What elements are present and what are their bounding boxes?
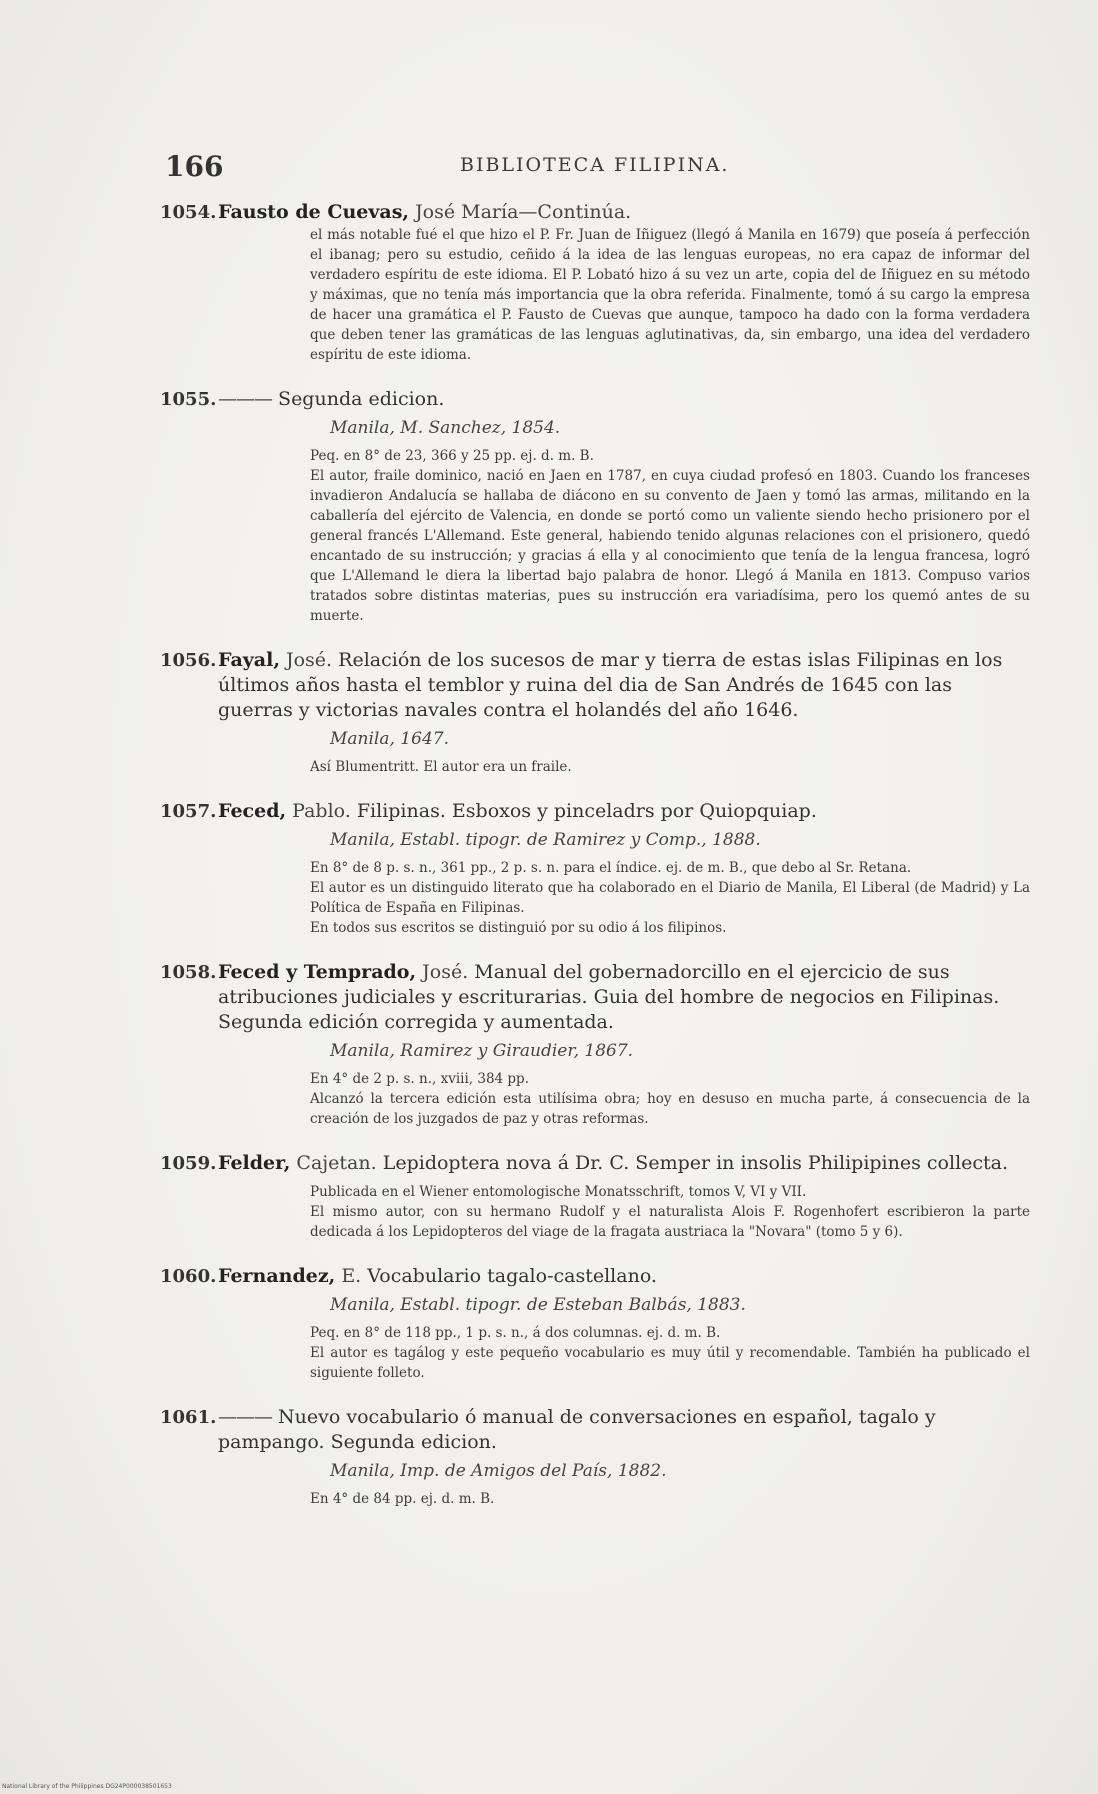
entry-note: En todos sus escritos se distinguió por su odio á los filipinos.: [310, 920, 727, 936]
entry-title: Segunda edicion.: [278, 388, 445, 410]
entry-1060: [160, 1264, 1030, 1383]
running-title: BIBLIOTECA FILIPINA.: [460, 154, 730, 176]
entry-imprint: Manila, M. Sanchez, 1854.: [330, 418, 561, 438]
entry-note: el más notable fué el que hizo el P. Fr. Juan de Iñiguez (llegó á Manila en 1679) que poseía á perfección el ibanag; pero su estudio, ceñido á la idea de las lenguas europeas, no era capaz de informar del verdadero espíritu de este idioma. El P. Lobató hizo á su vez un arte, copia del de Iñiguez en su método y máximas, que no tenía más importancia que la obra referida. Finalmente, tomó á su cargo la empresa de hacer una gramática el P. Fausto de Cuevas que aunque, tampoco ha dado con la forma verdadera que deben tener las gramáticas de las lenguas aglutinativas, da, sin embargo, una idea del verdadero espíritu de este idioma.: [310, 227, 1030, 363]
entry-number: 1055.: [160, 389, 217, 410]
page-number: 166: [165, 150, 224, 183]
entry-imprint: Manila, Establ. tipogr. de Esteban Balbás, 1883.: [330, 1295, 746, 1315]
entry-ditto-dash: ———: [218, 1406, 272, 1428]
entry-ditto-dash: ———: [218, 388, 272, 410]
entries-list: [160, 200, 1030, 1531]
entry-note: El autor es tagálog y este pequeño vocabulario es muy útil y recomendable. También ha publicado el siguiente folleto.: [310, 1345, 1030, 1381]
entry-author: Feced,: [218, 800, 287, 822]
entry-author-given: Pablo.: [292, 800, 351, 822]
entry-author: Fayal,: [218, 649, 280, 671]
entry-title: Lepidoptera nova á Dr. C. Semper in insolis Philipipines collecta.: [382, 1152, 1009, 1174]
entry-author-given: José.: [422, 961, 469, 983]
entry-number: 1054.: [160, 202, 217, 223]
entry-note: Peq. en 8° de 118 pp., 1 p. s. n., á dos columnas. ej. d. m. B.: [310, 1325, 721, 1341]
entry-author: Fernandez,: [218, 1265, 336, 1287]
entry-imprint: Manila, Imp. de Amigos del País, 1882.: [330, 1461, 667, 1481]
entry-note: En 8° de 8 p. s. n., 361 pp., 2 p. s. n. para el índice. ej. de m. B., que debo al Sr. Retana.: [310, 860, 912, 876]
entry-note: El autor, fraile dominico, nació en Jaen en 1787, en cuya ciudad profesó en 1803. Cuando los franceses invadieron Andalucía se hallaba de diácono en su convento de Jaen y tomó las armas, militando en la caballería del ejército de Valencia, en donde se portó como un valiente siendo hecho prisionero por el general francés L'Allemand. Este general, habiendo tenido algunas relaciones con el prisionero, quedó encantado de su instrucción; y gracias á ella y al conocimiento que tenía de la lengua francesa, logró que L'Allemand le diera la libertad bajo palabra de honor. Llegó á Manila en 1813. Compuso varios tratados sobre distintas materias, pues su instrucción era variadísima, pero los quemó antes de su muerte.: [310, 468, 1030, 624]
entry-number: 1056.: [160, 650, 217, 671]
entry-1061: [160, 1405, 1030, 1509]
entry-author: Felder,: [218, 1152, 291, 1174]
entry-note: El autor es un distinguido literato que ha colaborado en el Diario de Manila, El Liberal (de Madrid) y La Política de España en Filipinas.: [310, 880, 1030, 916]
entry-1055: [160, 387, 1030, 626]
entry-number: 1059.: [160, 1153, 217, 1174]
entry-author: Fausto de Cuevas,: [218, 201, 410, 223]
entry-author: Feced y Temprado,: [218, 961, 417, 983]
entry-author-given: José.: [286, 649, 333, 671]
entry-note: Alcanzó la tercera edición esta utilísima obra; hoy en desuso en mucha parte, á consecuencia de la creación de los juzgados de paz y otras reformas.: [310, 1091, 1030, 1127]
entry-title: Vocabulario tagalo-castellano.: [367, 1265, 657, 1287]
entry-number: 1057.: [160, 801, 217, 822]
entry-note: El mismo autor, con su hermano Rudolf y el naturalista Alois F. Rogenhofert escribieron la parte dedicada á los Lepidopteros del viage de la fragata austriaca la "Novara" (tomo 5 y 6).: [310, 1204, 1030, 1240]
entry-title: Relación de los sucesos de mar y tierra de estas islas Filipinas en los últimos años hasta el temblor y ruina del dia de San Andrés de 1645 con las guerras y victorias navales contra el holandés del año 1646.: [218, 649, 1003, 721]
entry-title: Filipinas. Esboxos y pinceladrs por Quiopquiap.: [356, 800, 817, 822]
entry-note: Así Blumentritt. El autor era un fraile.: [310, 759, 572, 775]
entry-note: Publicada en el Wiener entomologische Monatsschrift, tomos V, VI y VII.: [310, 1184, 807, 1200]
entry-number: 1060.: [160, 1266, 217, 1287]
entry-author-given: Cajetan.: [296, 1152, 377, 1174]
entry-note: Peq. en 8° de 23, 366 y 25 pp. ej. d. m. B.: [310, 448, 594, 464]
entry-number: 1058.: [160, 962, 217, 983]
entry-1054: [160, 200, 1030, 365]
entry-note: En 4° de 84 pp. ej. d. m. B.: [310, 1491, 495, 1507]
entry-number: 1061.: [160, 1407, 217, 1428]
entry-1059: [160, 1151, 1030, 1242]
entry-1056: [160, 648, 1030, 777]
entry-imprint: Manila, 1647.: [330, 729, 449, 749]
scan-source-tag: National Library of the Philippines DG24P000038501653: [2, 1783, 172, 1790]
entry-1057: [160, 799, 1030, 938]
entry-author-given: E.: [341, 1265, 362, 1287]
running-head: [165, 150, 1015, 186]
entry-imprint: Manila, Ramirez y Giraudier, 1867.: [330, 1041, 634, 1061]
entry-author-given: José María—Continúa.: [415, 201, 632, 223]
entry-title: Manual del gobernadorcillo en el ejercicio de sus atribuciones judiciales y escriturarias. Guia del hombre de negocios en Filipinas. Segunda edición corregida y aumentada.: [218, 961, 1000, 1033]
entry-imprint: Manila, Establ. tipogr. de Ramirez y Comp., 1888.: [330, 830, 761, 850]
entry-note: En 4° de 2 p. s. n., xviii, 384 pp.: [310, 1071, 529, 1087]
entry-1058: [160, 960, 1030, 1129]
entry-title: Nuevo vocabulario ó manual de conversaciones en español, tagalo y pampango. Segunda edicion.: [218, 1406, 936, 1453]
